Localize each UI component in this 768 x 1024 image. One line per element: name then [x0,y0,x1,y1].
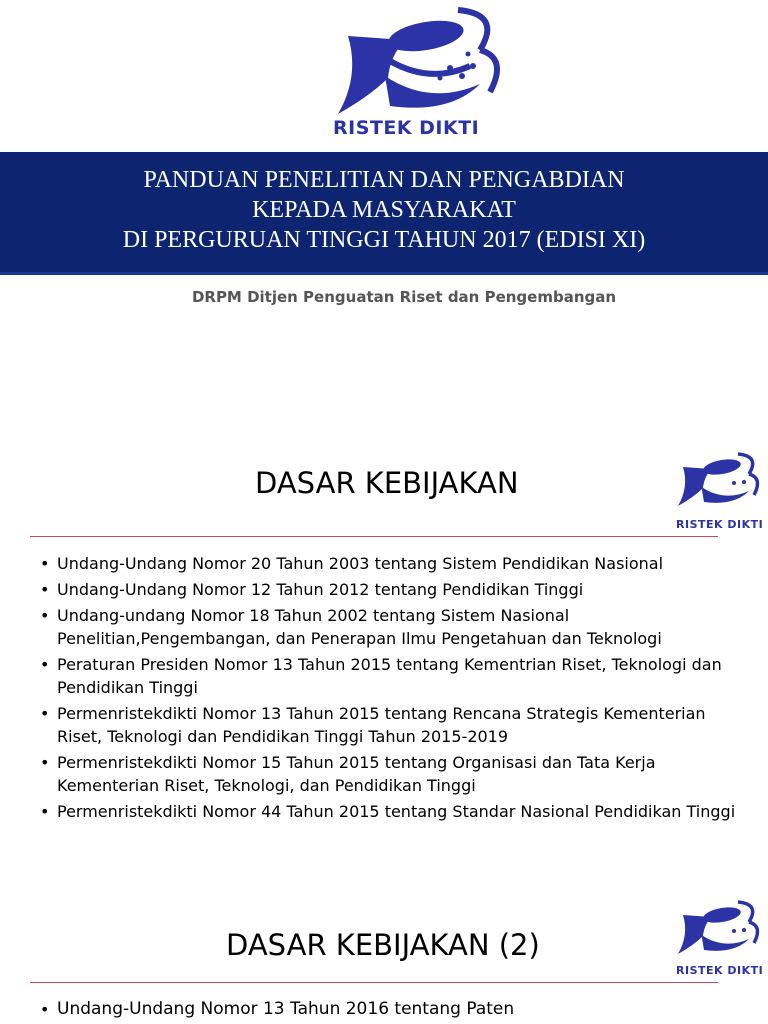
cover-title-line-1: PANDUAN PENELITIAN DAN PENGABDIAN [143,167,625,193]
title-banner [0,152,768,275]
slide2-bullet-list [30,998,750,1024]
ristek-dikti-emblem-icon [674,446,764,516]
list-item: • Permenristekdikti Nomor 44 Tahun 2015 tentang Standar Nasional Pendidikan Tinggi [40,802,736,821]
list-item: • Undang-Undang Nomor 12 Tahun 2012 tentang Pendidikan Tinggi [40,580,584,599]
slide2-divider [30,982,718,983]
list-item: • Peraturan Presiden Nomor 13 Tahun 2015 tentang Kementrian Riset, Teknologi dan Pendidikan Tinggi [40,655,722,697]
slide1-title: DASAR KEBIJAKAN [255,466,519,500]
cover-subtitle: DRPM Ditjen Penguatan Riset dan Pengembangan [191,288,617,306]
cover-title-line-3: DI PERGURUAN TINGGI TAHUN 2017 (EDISI XI) [122,227,646,253]
list-item: • Permenristekdikti Nomor 15 Tahun 2015 tentang Organisasi dan Tata Kerja Kementerian Riset, Teknologi, dan Pendidikan Tinggi [40,753,656,795]
slide1-bullet-list [30,552,750,826]
list-item: • Undang-Undang Nomor 20 Tahun 2003 tentang Sistem Pendidikan Nasional [40,554,664,573]
list-item: • Permenristekdikti Nomor 13 Tahun 2015 tentang Rencana Strategis Kementerian Riset, Teknologi dan Pendidikan Tinggi Tahun 2015-2019 [40,704,706,746]
ristek-dikti-emblem-icon [674,894,764,964]
slide1-divider [30,536,718,537]
logo-wordmark: RISTEK DIKTI [333,117,480,139]
logo-wordmark: RISTEK DIKTI [676,518,764,531]
list-item: • Undang-Undang Nomor 13 Tahun 2016 tentang Paten [40,999,515,1019]
cover-title-line-2: KEPADA MASYARAKAT [252,197,516,223]
slide2-title: DASAR KEBIJAKAN (2) [226,928,540,962]
logo-wordmark: RISTEK DIKTI [676,964,764,977]
list-item: • Undang-undang Nomor 18 Tahun 2002 tentang Sistem Nasional Penelitian,Pengembangan, dan Penerapan Ilmu Pengetahuan dan Teknologi [40,606,662,648]
ristek-dikti-emblem-icon [330,6,510,122]
